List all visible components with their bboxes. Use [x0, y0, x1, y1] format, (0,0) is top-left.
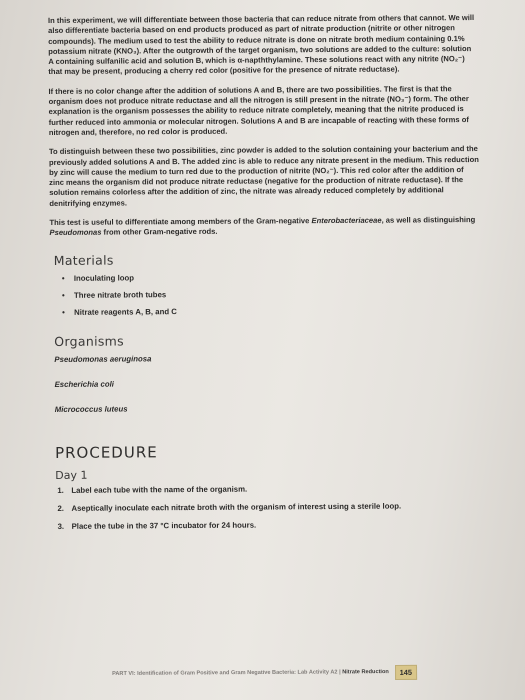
- list-item: 1. Label each tube with the name of the organism.: [57, 484, 248, 495]
- materials-heading: Materials: [53, 252, 114, 268]
- usefulness-paragraph: This test is useful to differentiate among members of the Gram-negative Enterobacteriaceae, as well as distinguishing Pseudomonas from other Gram-negative rods.: [49, 215, 476, 238]
- page-content: [48, 13, 482, 540]
- list-item: • Inoculating loop: [61, 273, 135, 283]
- list-item: • Nitrate reagents A, B, and C: [62, 306, 177, 317]
- day-heading: Day 1: [55, 468, 88, 482]
- bullet-icon: •: [61, 273, 65, 283]
- organism-item: Micrococcus luteus: [54, 404, 128, 414]
- bullet-icon: •: [61, 290, 65, 300]
- intro-paragraph: In this experiment, we will differentiate between those bacteria that can reduce nitrate from others that cannot. We will also differentiate bacteria based on end products produced as part of nitrate production (nitrite or other nitrogen compounds). The medium used to test the ability to reduce nitrate is done on nitrate broth medium containing 0.1% potassium nitrate (KNO₃). After the outgrowth of the target organism, two solutions are added to the culture: solution A containing sulfanilic acid and solution B, which is α-napththylamine. These solutions react with any nitrite (NO₂⁻) that may be present, producing a cherry red color (positive for the presence of nitrate reductase).: [48, 13, 475, 77]
- procedure-steps: [51, 483, 481, 532]
- list-item: 2. Aseptically inoculate each nitrate broth with the organism of interest using a sterile loop.: [57, 501, 402, 513]
- procedure-heading: PROCEDURE: [54, 442, 158, 462]
- list-item: • Three nitrate broth tubes: [61, 289, 167, 300]
- footer-running-title: PART VI: Identification of Gram Positive and Gram Negative Bacteria: Lab Activity A2 | Nitrate Reduction: [112, 669, 389, 677]
- page-footer: [112, 663, 512, 682]
- list-item: 3. Place the tube in the 37 °C incubator for 24 hours.: [57, 520, 257, 531]
- organism-item: Escherichia coli: [54, 379, 114, 389]
- organisms-heading: Organisms: [54, 333, 124, 349]
- pseudomonas-term: Pseudomonas: [49, 227, 102, 238]
- no-color-change-paragraph: If there is no color change after the addition of solutions A and B, there are two possibilities. The first is that the organism does not produce nitrate reductase and all the nitrogen is still present in the nitrate (NO₃⁻) form. The other explanation is the organism possesses the ability to reduce nitrate completely, meaning that the nitrite produced is further reduced into ammonia or molecular nitrogen. Solutions A and B are incapable of reacting with these forms of nitrogen and, therefore, no red color is produced.: [48, 83, 469, 137]
- bullet-icon: •: [62, 307, 65, 317]
- enterobacteriaceae-term: Enterobacteriaceae: [311, 215, 382, 226]
- organism-item: Pseudomonas aeruginosa: [54, 353, 152, 364]
- zinc-paragraph: To distinguish between these two possibilities, zinc powder is added to the solution containing your bacterium and the previously added solutions A and B. The added zinc is able to reduce any nitrate present in the medium. This reduction by zinc will cause the medium to turn red due to the production of nitrite (NO₂⁻). This red color after the addition of zinc means the organism did not produce nitrate reductase (negative for the production of nitrate reductase). If the solution remains colorless after the addition of zinc, the nitrate was already reduced completely by additional denitrifying enzymes.: [48, 144, 479, 208]
- materials-list: [50, 271, 480, 318]
- page-number: 145: [395, 664, 417, 679]
